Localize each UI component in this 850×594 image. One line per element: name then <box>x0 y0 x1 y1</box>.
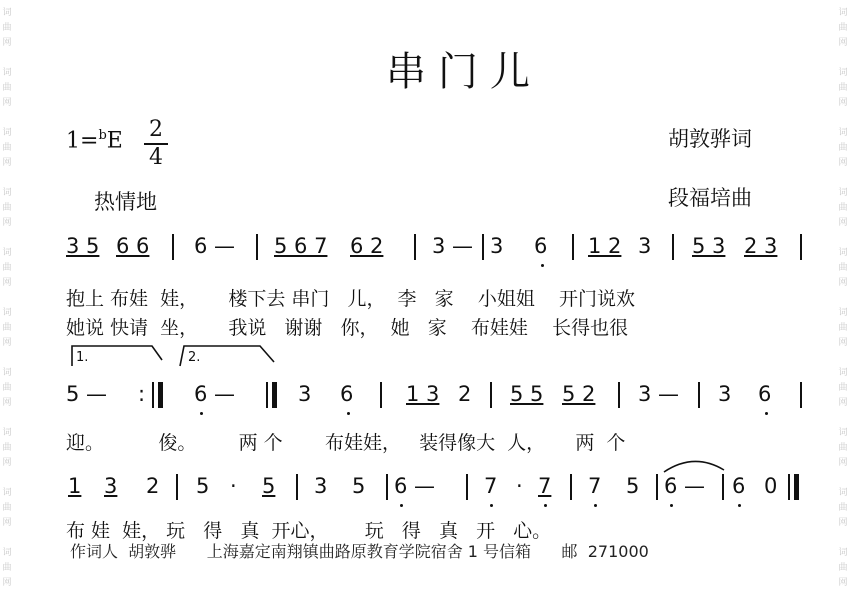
note-group: 6 — <box>194 382 236 406</box>
barline <box>722 474 724 500</box>
low-octave-dot <box>738 504 741 507</box>
note: 3 <box>638 234 652 258</box>
note-group: 5 6 7 <box>274 234 328 258</box>
song-title: 串门儿 <box>386 49 542 95</box>
watermark-tile: 词 曲 网 <box>838 488 848 528</box>
low-octave-dot <box>400 504 403 507</box>
tempo-marking: 热情地 <box>94 190 157 214</box>
lyric-line: 布 娃 娃， 玩 得 真 开心， 玩 得 真 开 心。 <box>66 520 552 542</box>
barline <box>414 234 416 260</box>
note-group: 6 — <box>394 474 436 498</box>
note: 2 <box>146 474 160 498</box>
barline <box>570 474 572 500</box>
watermark-tile: 词 曲 网 <box>2 248 12 288</box>
volta-brackets <box>60 340 290 370</box>
note: 5 <box>262 474 276 498</box>
barline-thick <box>272 382 277 408</box>
barline <box>172 234 174 260</box>
barline <box>176 474 178 500</box>
barline <box>256 234 258 260</box>
volta-label-1: 1. <box>76 350 89 365</box>
watermark-tile: 词 曲 网 <box>838 248 848 288</box>
low-octave-dot <box>544 504 547 507</box>
watermark-tile: 词 曲 网 <box>2 128 12 168</box>
watermark-tile: 词 曲 网 <box>2 68 12 108</box>
barline <box>386 474 388 500</box>
note: 1 <box>68 474 82 498</box>
barline <box>572 234 574 260</box>
barline-thick <box>158 382 163 408</box>
note: 5 <box>352 474 366 498</box>
note: 3 <box>718 382 732 406</box>
note: 3 <box>104 474 118 498</box>
watermark-tile: 词 曲 网 <box>838 8 848 48</box>
notation-line-1 <box>60 232 820 266</box>
watermark-left <box>0 0 14 588</box>
note-group: 5 3 <box>692 234 726 258</box>
notation-line-3 <box>60 472 820 506</box>
note-group: 6 — <box>194 234 236 258</box>
watermark-tile: 词 曲 网 <box>2 428 12 468</box>
note-group: 3 — <box>638 382 680 406</box>
note: 5 <box>626 474 640 498</box>
barline <box>152 382 154 408</box>
repeat-sign: : <box>138 382 146 406</box>
time-signature <box>144 118 168 170</box>
key-prefix: 1= <box>66 128 99 154</box>
watermark-tile: 词 曲 网 <box>838 68 848 108</box>
low-octave-dot <box>541 264 544 267</box>
note-group: 5 2 <box>562 382 596 406</box>
lyric-line: 她说 快请 坐， 我说 谢谢 你， 她 家 布娃娃 长得也很 <box>66 317 629 339</box>
note: 6 <box>758 382 772 406</box>
volta-label-2: 2. <box>188 350 201 365</box>
note-group: 3 — <box>432 234 474 258</box>
watermark-tile: 词 曲 网 <box>838 548 848 588</box>
note-group: 5 5 <box>510 382 544 406</box>
note: 7 <box>484 474 498 498</box>
watermark-tile: 词 曲 网 <box>838 128 848 168</box>
note: 2 <box>458 382 472 406</box>
note-group: 5 — <box>66 382 108 406</box>
notation-line-2 <box>60 380 820 414</box>
note-group: 1 3 <box>406 382 440 406</box>
note: 6 <box>340 382 354 406</box>
barline <box>800 382 802 408</box>
watermark-tile: 词 曲 网 <box>2 8 12 48</box>
barline <box>490 382 492 408</box>
barline <box>380 382 382 408</box>
note: 3 <box>298 382 312 406</box>
tie-arc <box>660 456 740 476</box>
watermark-tile: 词 曲 网 <box>2 548 12 588</box>
note-group: 3 5 <box>66 234 100 258</box>
composer-credit: 段福培曲 <box>668 186 752 210</box>
note-group: 6 — <box>664 474 706 498</box>
note-group: 1 2 <box>588 234 622 258</box>
note: 3 <box>314 474 328 498</box>
low-octave-dot <box>347 412 350 415</box>
low-octave-dot <box>670 504 673 507</box>
barline <box>800 234 802 260</box>
note: 6 <box>534 234 548 258</box>
low-octave-dot <box>765 412 768 415</box>
watermark-tile: 词 曲 网 <box>2 188 12 228</box>
watermark-tile: 词 曲 网 <box>2 308 12 348</box>
note: 7 <box>538 474 552 498</box>
watermark-tile: 词 曲 网 <box>2 368 12 408</box>
note: 6 <box>732 474 746 498</box>
barline <box>698 382 700 408</box>
final-barline <box>794 474 799 500</box>
low-octave-dot <box>490 504 493 507</box>
watermark-tile: 词 曲 网 <box>838 368 848 408</box>
barline <box>672 234 674 260</box>
barline <box>788 474 790 500</box>
barline <box>266 382 268 408</box>
note-group: 2 3 <box>744 234 778 258</box>
note: 5 <box>196 474 210 498</box>
barline <box>482 234 484 260</box>
barline <box>296 474 298 500</box>
address-footer: 作词人 胡敦骅 上海嘉定南翔镇曲路原教育学院宿舍 1 号信箱 邮 271000 <box>70 542 649 561</box>
key-note: E <box>106 128 123 154</box>
time-signature-bottom: 4 <box>149 145 163 170</box>
note: 7 <box>588 474 602 498</box>
time-signature-top: 2 <box>149 117 163 142</box>
lyric-line: 抱上 布娃 娃， 楼下去 串门 儿， 李 家 小姐姐 开门说欢 <box>66 288 635 310</box>
note: 3 <box>490 234 504 258</box>
note-group: 6 6 <box>116 234 150 258</box>
lyricist-credit: 胡敦骅词 <box>668 127 752 151</box>
key-flat: b <box>98 128 107 143</box>
note-group: 6 2 <box>350 234 384 258</box>
watermark-tile: 词 曲 网 <box>838 188 848 228</box>
barline <box>656 474 658 500</box>
watermark-tile: 词 曲 网 <box>2 488 12 528</box>
barline <box>466 474 468 500</box>
key-signature <box>66 128 123 153</box>
augmentation-dot: · <box>516 474 523 498</box>
low-octave-dot <box>594 504 597 507</box>
rest: 0 <box>764 474 778 498</box>
lyric-line: 迎。 俊。 两 个 布娃娃， 装得像大 人， 两 个 <box>66 432 626 454</box>
watermark-tile: 词 曲 网 <box>838 308 848 348</box>
barline <box>618 382 620 408</box>
watermark-tile: 词 曲 网 <box>838 428 848 468</box>
augmentation-dot: · <box>230 474 237 498</box>
low-octave-dot <box>200 412 203 415</box>
watermark-right <box>836 0 850 588</box>
